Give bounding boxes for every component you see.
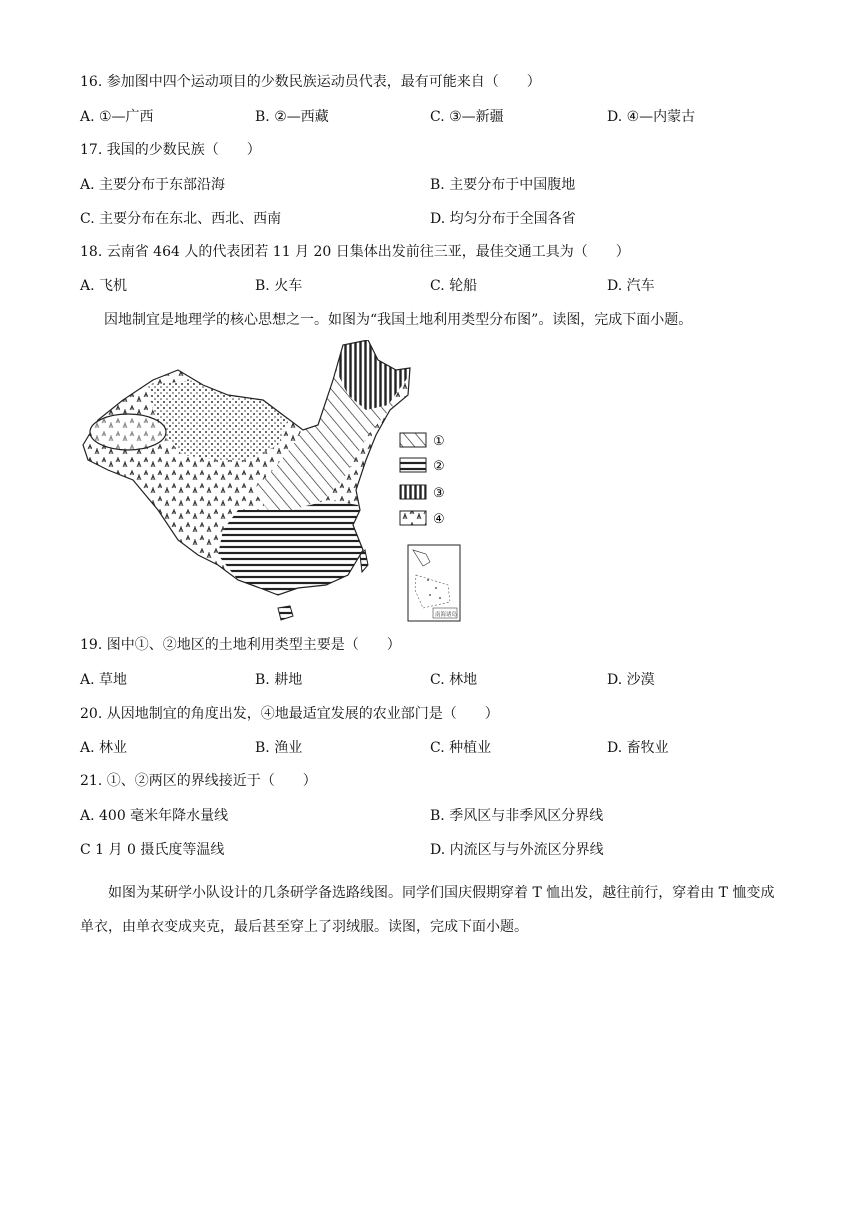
q20-option-a[interactable]: A. 林业 bbox=[80, 740, 128, 756]
q17-option-a[interactable]: A. 主要分布于东部沿海 bbox=[80, 177, 226, 193]
q20-option-c[interactable]: C. 种植业 bbox=[430, 740, 492, 756]
inset-label: 南海诸岛 bbox=[435, 612, 458, 618]
q21-option-a[interactable]: A. 400 毫米年降水量线 bbox=[80, 808, 229, 824]
taiwan-island bbox=[360, 550, 368, 572]
legend-swatch-3 bbox=[400, 485, 426, 499]
q20-option-b[interactable]: B. 渔业 bbox=[255, 740, 303, 756]
q16-option-a[interactable]: A. ①—广西 bbox=[80, 109, 154, 125]
legend-label-3: ③ bbox=[433, 486, 445, 501]
q19-option-a[interactable]: A. 草地 bbox=[80, 672, 128, 688]
question-19-stem: 19. 图中①、②地区的土地利用类型主要是（ ） bbox=[80, 637, 401, 653]
question-17-stem: 17. 我国的少数民族（ ） bbox=[80, 142, 261, 158]
q21-option-d[interactable]: D. 内流区与与外流区分界线 bbox=[430, 842, 604, 858]
legend-swatch-1 bbox=[400, 433, 426, 447]
q17-option-b[interactable]: B. 主要分布于中国腹地 bbox=[430, 177, 576, 193]
hainan-island bbox=[278, 606, 293, 620]
q16-option-d[interactable]: D. ④—内蒙古 bbox=[607, 109, 696, 125]
q17-option-d[interactable]: D. 均匀分布于全国各省 bbox=[430, 211, 576, 227]
legend-swatch-4 bbox=[400, 511, 426, 525]
q21-option-b[interactable]: B. 季风区与非季风区分界线 bbox=[430, 808, 604, 824]
legend-label-4: ④ bbox=[433, 512, 445, 527]
question-18-stem: 18. 云南省 464 人的代表团若 11 月 20 日集体出发前往三亚，最佳交通工具为（ ） bbox=[80, 244, 630, 260]
q16-option-b[interactable]: B. ②—西藏 bbox=[255, 109, 329, 125]
passage-land-use-intro: 因地制宜是地理学的核心思想之一。如图为“我国土地利用类型分布图”。读图，完成下面小题。 bbox=[104, 312, 693, 328]
map-legend bbox=[400, 433, 445, 527]
legend-label-2: ② bbox=[433, 459, 445, 474]
q17-option-c[interactable]: C. 主要分布在东北、西北、西南 bbox=[80, 211, 282, 227]
q16-option-c[interactable]: C. ③—新疆 bbox=[430, 109, 504, 125]
q20-option-d[interactable]: D. 畜牧业 bbox=[607, 740, 669, 756]
question-16-stem: 16. 参加图中四个运动项目的少数民族运动员代表，最有可能来自（ ） bbox=[80, 74, 541, 90]
passage-study-route-intro: 如图为某研学小队设计的几条研学备选路线图。同学们国庆假期穿着 T 恤出发，越往前行，穿着由 T 恤变成单衣，由单衣变成夹克，最后甚至穿上了羽绒服。读图，完成下面小题。 bbox=[80, 885, 775, 935]
q19-option-d[interactable]: D. 沙漠 bbox=[607, 672, 655, 688]
q18-option-c[interactable]: C. 轮船 bbox=[430, 278, 478, 294]
legend-swatch-2 bbox=[400, 458, 426, 472]
q19-option-b[interactable]: B. 耕地 bbox=[255, 672, 303, 688]
south-china-sea-inset bbox=[408, 545, 460, 621]
q18-option-b[interactable]: B. 火车 bbox=[255, 278, 303, 294]
q18-option-d[interactable]: D. 汽车 bbox=[607, 278, 655, 294]
q18-option-a[interactable]: A. 飞机 bbox=[80, 278, 128, 294]
question-21-stem: 21. ①、②两区的界线接近于（ ） bbox=[80, 773, 317, 789]
china-land-use-map bbox=[78, 340, 473, 625]
legend-label-1: ① bbox=[433, 434, 445, 449]
q19-option-c[interactable]: C. 林地 bbox=[430, 672, 478, 688]
question-20-stem: 20. 从因地制宜的角度出发，④地最适宜发展的农业部门是（ ） bbox=[80, 706, 499, 722]
region-2 bbox=[218, 500, 368, 598]
q21-option-c[interactable]: C 1 月 0 摄氏度等温线 bbox=[80, 842, 225, 858]
